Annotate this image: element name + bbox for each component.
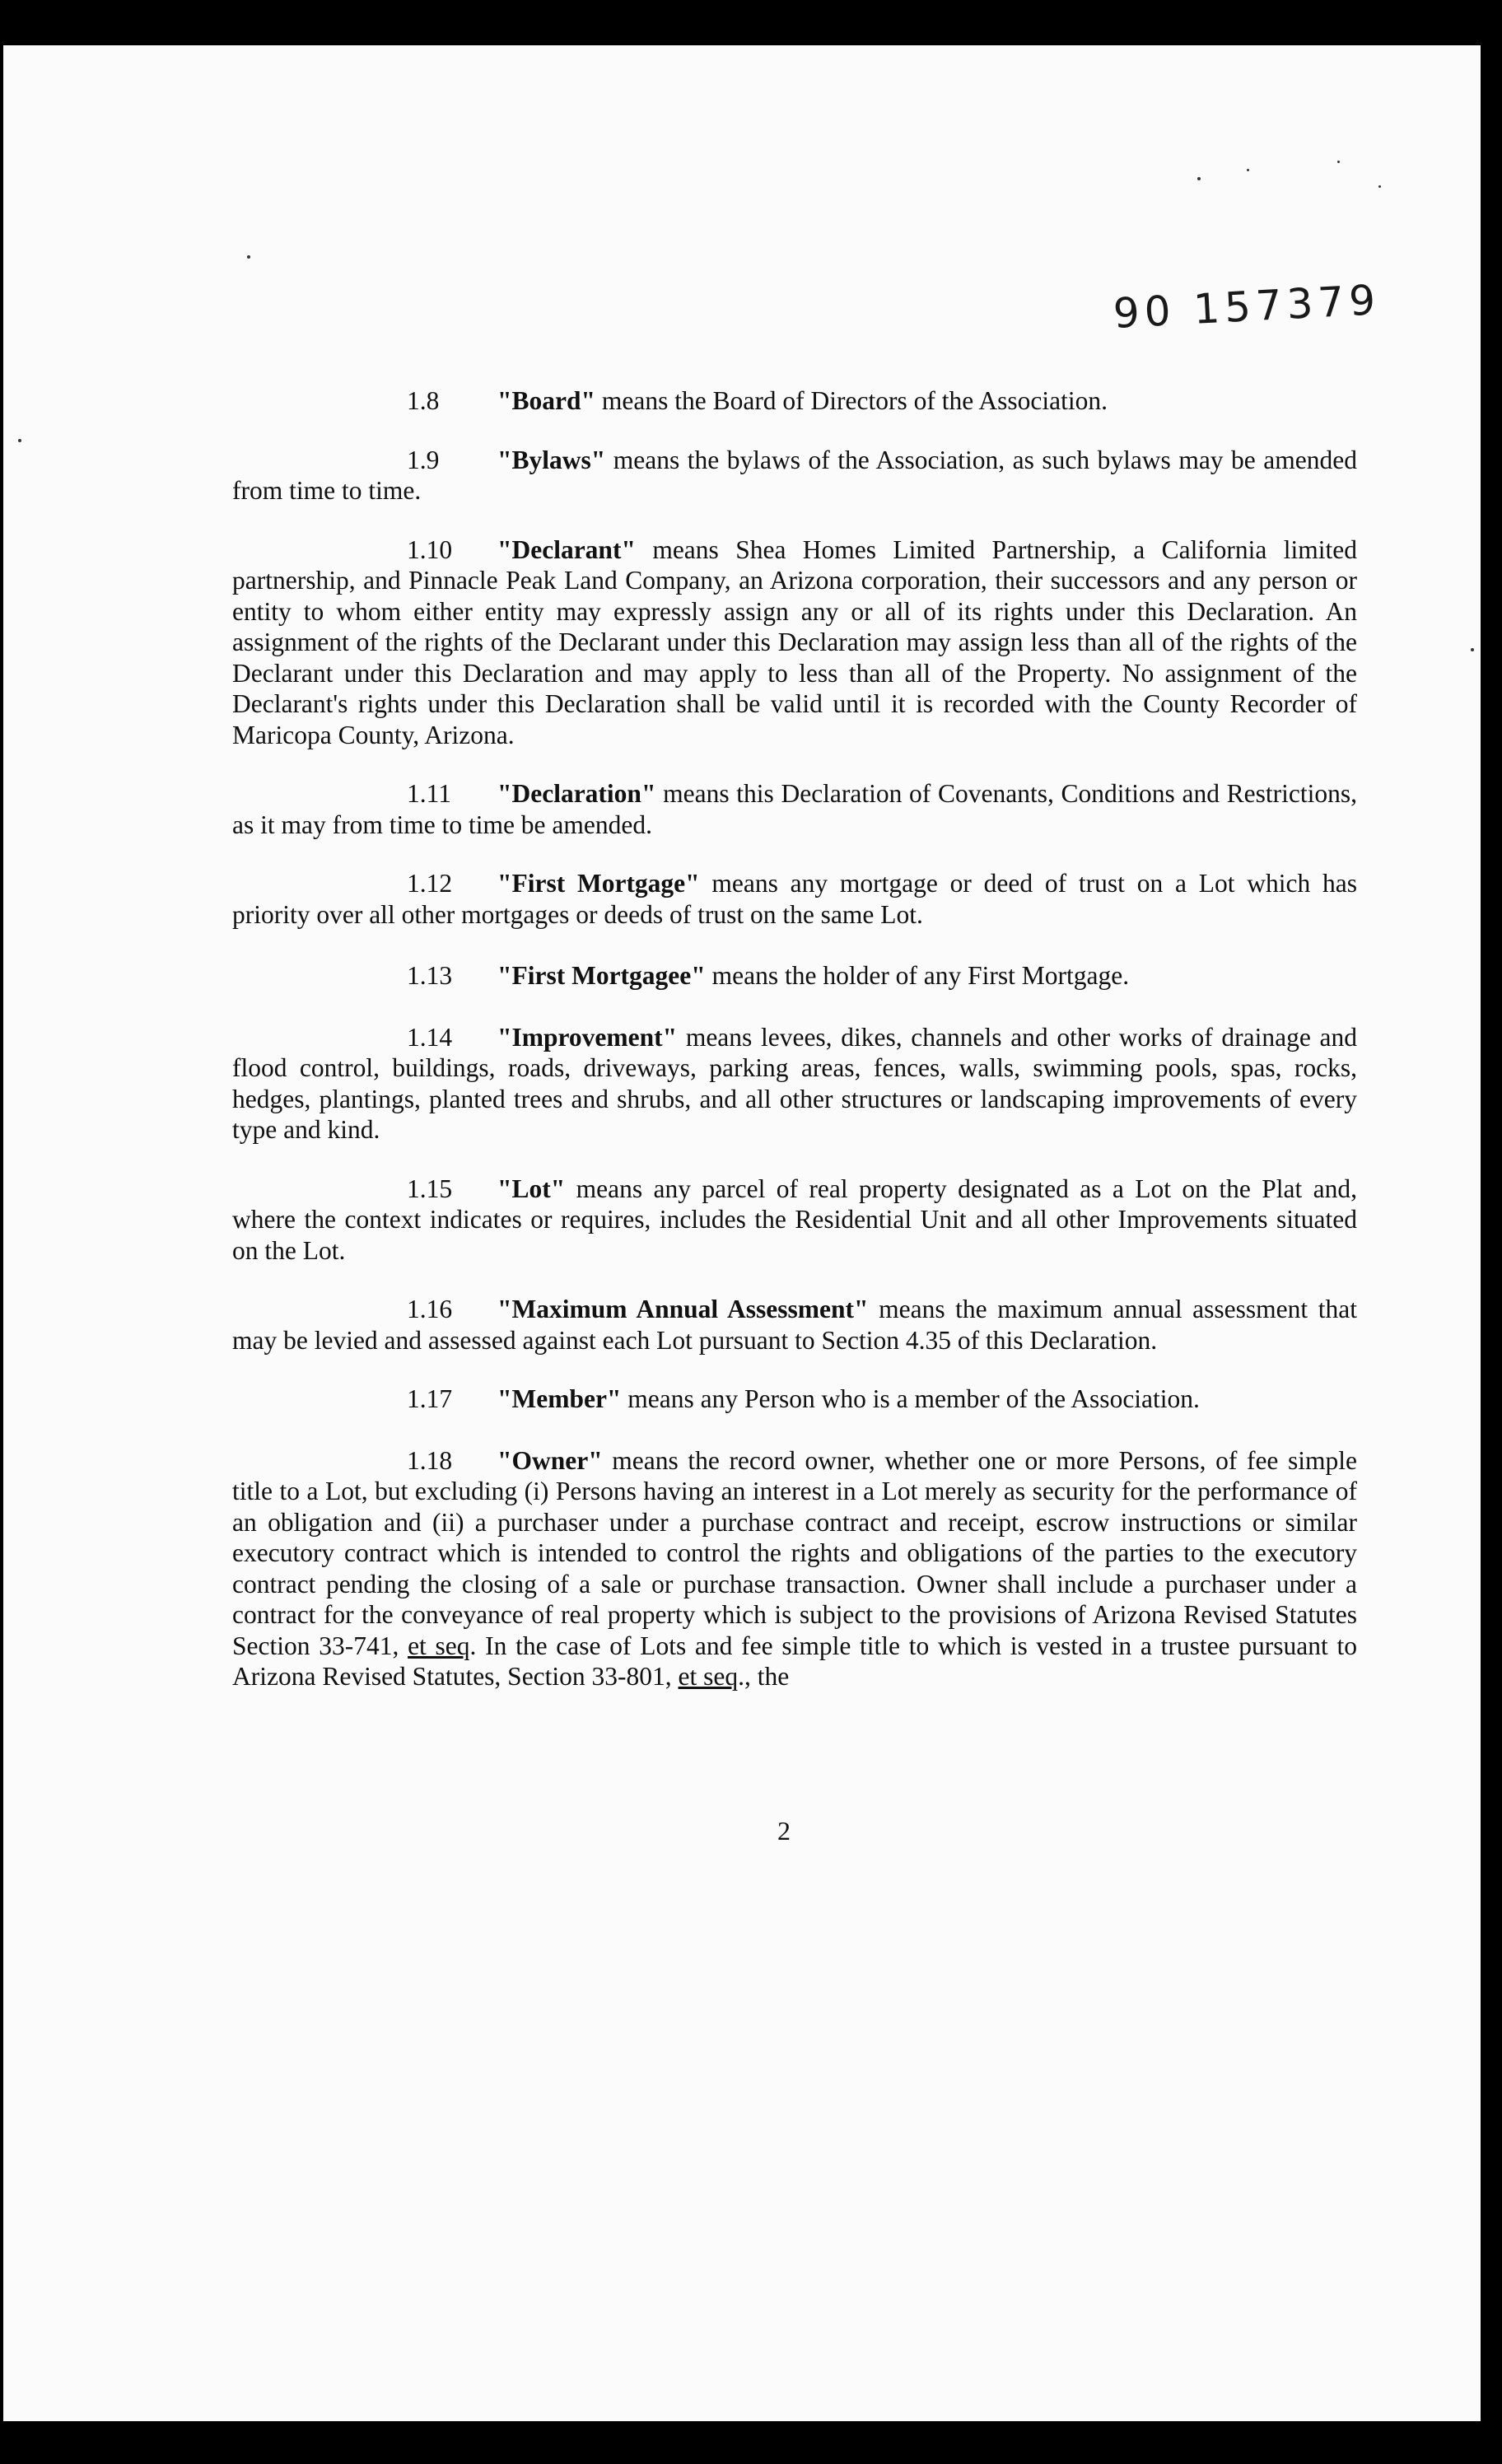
- definition-1-8: 1.8 "Board" means the Board of Directors of the Association.: [407, 386, 1108, 415]
- definition-1-13: 1.13 "First Mortgagee" means the holder of any First Mortgage.: [407, 961, 1130, 990]
- scan-top-border: [0, 0, 1502, 48]
- page-number: 2: [777, 1816, 791, 1846]
- scan-bottom-border: [0, 2421, 1502, 2464]
- et-seq-reference: et seq: [678, 1662, 739, 1691]
- definition-1-11: 1.11 "Declaration" means this Declaration of Covenants, Conditions and Restrictions, as it may from time to time be amended.: [232, 779, 1357, 839]
- definition-1-15: 1.15 "Lot" means any parcel of real property designated as a Lot on the Plat and, where the context indicates or requires, includes the Residential Unit and all other Improvements situated on the Lot.: [232, 1174, 1357, 1265]
- scan-right-border: [1481, 0, 1502, 2464]
- scan-speck: [1471, 648, 1474, 651]
- recording-number: 90 157379: [1112, 276, 1382, 338]
- scan-speck: [1247, 169, 1249, 171]
- definition-1-14: 1.14 "Improvement" means levees, dikes, channels and other works of drainage and flood control, buildings, roads, driveways, parking areas, fences, walls, swimming pools, spas, rocks, hedges, plantings, planted trees and shrubs, and all other structures or landscaping improvements of every type and kind.: [232, 1022, 1357, 1144]
- scan-speck: [1197, 177, 1201, 180]
- scan-speck: [1378, 185, 1381, 188]
- definition-1-16: 1.16 "Maximum Annual Assessment" means the maximum annual assessment that may be levied and assessed against each Lot pursuant to Section 4.35 of this Declaration.: [232, 1295, 1358, 1355]
- scan-speck: [1337, 161, 1340, 163]
- scan-speck: [247, 255, 250, 259]
- et-seq-reference: et seq: [408, 1631, 470, 1660]
- definition-1-17: 1.17 "Member" means any Person who is a member of the Association.: [407, 1384, 1200, 1413]
- definition-1-12: 1.12 "First Mortgage" means any mortgage or deed of trust on a Lot which has priority over all other mortgages or deeds of trust on the same Lot.: [232, 869, 1357, 929]
- definition-1-10: 1.10 "Declarant" means Shea Homes Limited Partnership, a California limited partnership, and Pinnacle Peak Land Company, an Arizona corporation, their successors and any person or entity to whom either entity may expressly assign any or all of its rights under this Declaration. An assignment of the rights of the Declarant under this Declaration may assign less than all of the rights of the Declarant under this Declaration and may apply to less than all of the Property. No assignment of the Declarant's rights under this Declaration shall be valid until it is recorded with the County Recorder of Maricopa County, Arizona.: [232, 534, 1357, 749]
- definition-1-9: 1.9 "Bylaws" means the bylaws of the Association, as such bylaws may be amended from time to time.: [232, 445, 1357, 505]
- definitions-section: [232, 385, 1357, 1692]
- scan-speck: [18, 439, 21, 442]
- definition-1-18: 1.18 "Owner" means the record owner, whether one or more Persons, of fee simple title to a Lot, but excluding (i) Persons having an interest in a Lot merely as security for the performance of an obligation and (ii) a purchaser under a purchase contract and receipt, escrow instructions or similar executory contract which is intended to control the rights and obligations of the parties to the executory contract pending the closing of a sale or purchase transaction. Owner shall include a purchaser under a contract for the conveyance of real property which is subject to the provisions of Arizona Revised Statutes Section 33-741, et seq. In the case of Lots and fee simple title to which is vested in a trustee pursuant to Arizona Revised Statutes, Section 33-801, et seq., the: [232, 1445, 1357, 1691]
